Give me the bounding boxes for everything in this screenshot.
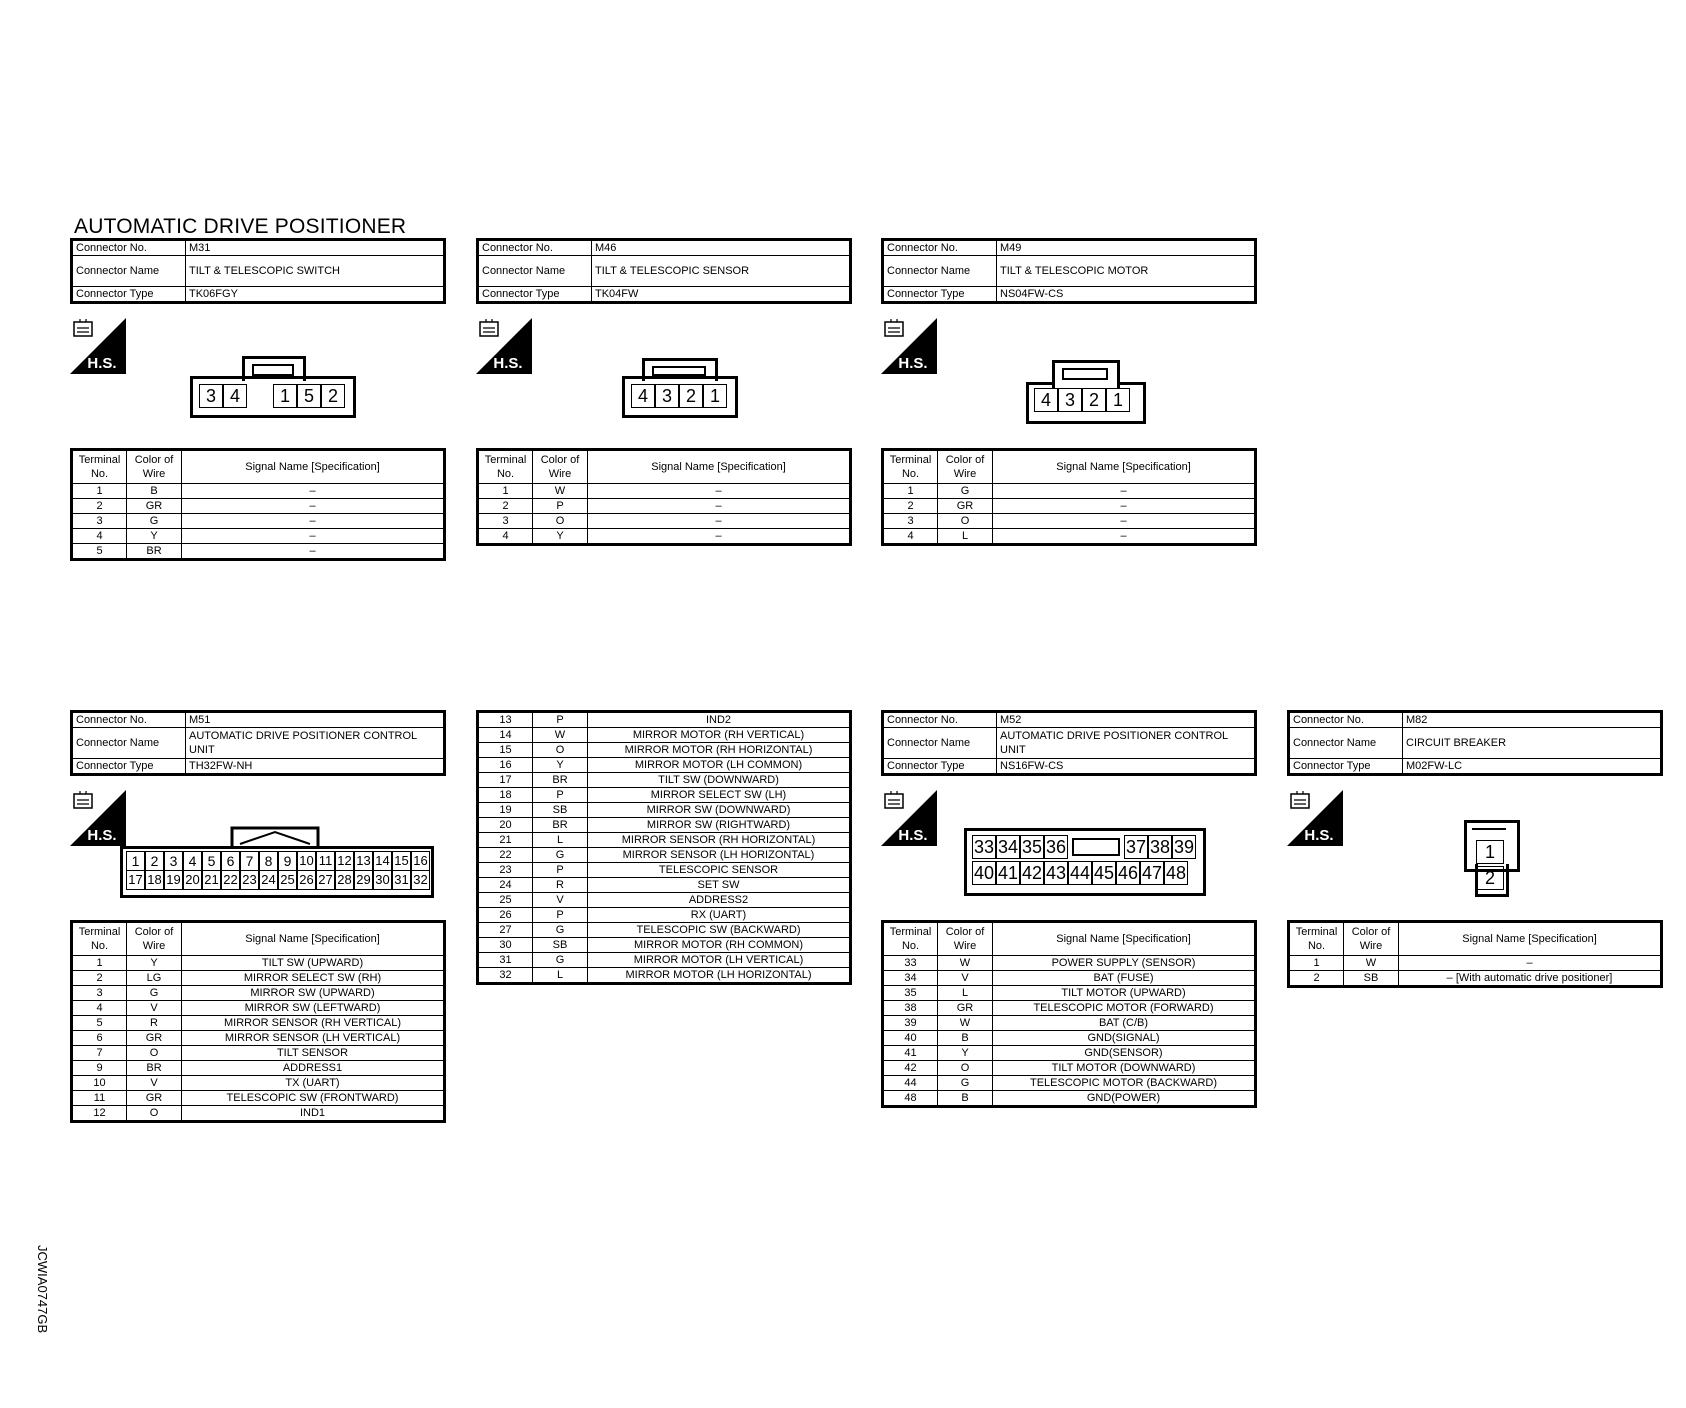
table-row: 38 GR TELESCOPIC MOTOR (FORWARD) xyxy=(883,1001,1256,1016)
svg-text:H.S.: H.S. xyxy=(1304,827,1334,844)
table-row: 4 L – xyxy=(883,529,1256,545)
pin: 3 xyxy=(1058,388,1082,412)
pin: 4 xyxy=(183,851,202,871)
table-row: 40 B GND(SIGNAL) xyxy=(883,1031,1256,1046)
table-row: 42 O TILT MOTOR (DOWNWARD) xyxy=(883,1061,1256,1076)
table-row: 3 O – xyxy=(883,514,1256,529)
table-row: 4 Y – xyxy=(478,529,851,545)
connector-no: M82 xyxy=(1403,712,1662,728)
pin: 5 xyxy=(202,851,221,871)
key-notch xyxy=(230,826,320,848)
pin: 38 xyxy=(1149,837,1171,857)
pin: 4 xyxy=(631,384,655,408)
pin: 31 xyxy=(392,870,411,890)
table-row: 1 W – xyxy=(1289,956,1662,971)
pin: 35 xyxy=(1021,837,1043,857)
table-row: 19 SB MIRROR SW (DOWNWARD) xyxy=(478,803,851,818)
table-row: 41 Y GND(SENSOR) xyxy=(883,1046,1256,1061)
table-row: 35 L TILT MOTOR (UPWARD) xyxy=(883,986,1256,1001)
pin: 42 xyxy=(1021,863,1043,883)
pin: 2 xyxy=(145,851,164,871)
pin: 3 xyxy=(164,851,183,871)
pin: 48 xyxy=(1165,863,1187,883)
pin: 3 xyxy=(199,384,223,408)
connector-type: M02FW-LC xyxy=(1403,759,1662,775)
pin: 46 xyxy=(1117,863,1139,883)
pin: 30 xyxy=(373,870,392,890)
pin: 23 xyxy=(240,870,259,890)
pin: 18 xyxy=(145,870,164,890)
table-row: 3 G – xyxy=(72,514,445,529)
harness-side-icon xyxy=(70,318,126,374)
connector-no: M51 xyxy=(186,712,445,728)
connector-name: CIRCUIT BREAKER xyxy=(1403,728,1662,759)
page-title: AUTOMATIC DRIVE POSITIONER xyxy=(74,215,407,238)
connector-name: AUTOMATIC DRIVE POSITIONER CONTROL UNIT xyxy=(997,728,1256,759)
table-row: 1 B – xyxy=(72,484,445,499)
table-row: 34 V BAT (FUSE) xyxy=(883,971,1256,986)
table-row: 3 G MIRROR SW (UPWARD) xyxy=(72,986,445,1001)
table-row: 1 Y TILT SW (UPWARD) xyxy=(72,956,445,971)
table-row: 21 L MIRROR SENSOR (RH HORIZONTAL) xyxy=(478,833,851,848)
pin: 45 xyxy=(1093,863,1115,883)
pin: 20 xyxy=(183,870,202,890)
svg-text:H.S.: H.S. xyxy=(87,355,117,372)
table-row: 2 GR – xyxy=(883,499,1256,514)
table-row: 12 O IND1 xyxy=(72,1106,445,1122)
connector-m52-info: Connector No. M52 Connector Name AUTOMATIC DRIVE POSITIONER CONTROL UNIT Connector Type NS16FW-CS xyxy=(881,710,1257,776)
connector-name: TILT & TELESCOPIC SENSOR xyxy=(592,256,851,287)
harness-side-icon xyxy=(70,790,126,846)
pin: 40 xyxy=(973,863,995,883)
table-row: 24 R SET SW xyxy=(478,878,851,893)
pin: 11 xyxy=(316,851,335,871)
harness-side-icon xyxy=(881,790,937,846)
table-row: 6 GR MIRROR SENSOR (LH VERTICAL) xyxy=(72,1031,445,1046)
connector-type: NS04FW-CS xyxy=(997,287,1256,303)
connector-m51-face xyxy=(120,826,434,896)
pin: 8 xyxy=(259,851,278,871)
table-row: 11 GR TELESCOPIC SW (FRONTWARD) xyxy=(72,1091,445,1106)
pin: 33 xyxy=(973,837,995,857)
connector-name: AUTOMATIC DRIVE POSITIONER CONTROL UNIT xyxy=(186,728,445,759)
pin: 2 xyxy=(1476,866,1504,890)
figure-code: JCWIA0747GB xyxy=(35,1245,50,1334)
pin: 44 xyxy=(1069,863,1091,883)
connector-type: TK06FGY xyxy=(186,287,445,303)
pin: 2 xyxy=(679,384,703,408)
connector-type: TK04FW xyxy=(592,287,851,303)
svg-text:H.S.: H.S. xyxy=(898,827,928,844)
connector-m82-info: Connector No. M82 Connector Name CIRCUIT BREAKER Connector Type M02FW-LC xyxy=(1287,710,1663,776)
connector-type: NS16FW-CS xyxy=(997,759,1256,775)
pin: 4 xyxy=(223,384,247,408)
connector-m46-face xyxy=(622,358,738,418)
table-row: 2 LG MIRROR SELECT SW (RH) xyxy=(72,971,445,986)
pin: 2 xyxy=(321,384,345,408)
connector-m31-face xyxy=(190,356,356,418)
table-row: 17 BR TILT SW (DOWNWARD) xyxy=(478,773,851,788)
connector-m31-info: Connector No. M31 Connector Name TILT & TELESCOPIC SWITCH Connector Type TK06FGY xyxy=(70,238,446,304)
table-row: 27 G TELESCOPIC SW (BACKWARD) xyxy=(478,923,851,938)
harness-side-icon xyxy=(476,318,532,374)
svg-text:H.S.: H.S. xyxy=(87,827,117,844)
connector-no: M31 xyxy=(186,240,445,256)
pin: 34 xyxy=(997,837,1019,857)
table-row: 22 G MIRROR SENSOR (LH HORIZONTAL) xyxy=(478,848,851,863)
table-row: 26 P RX (UART) xyxy=(478,908,851,923)
harness-side-icon xyxy=(881,318,937,374)
connector-m52-face xyxy=(964,828,1206,896)
table-row: 31 G MIRROR MOTOR (LH VERTICAL) xyxy=(478,953,851,968)
pin: 2 xyxy=(1082,388,1106,412)
pin: 12 xyxy=(335,851,354,871)
pin: 1 xyxy=(1106,388,1130,412)
pin: 43 xyxy=(1045,863,1067,883)
connector-m49-info: Connector No. M49 Connector Name TILT & TELESCOPIC MOTOR Connector Type NS04FW-CS xyxy=(881,238,1257,304)
connector-no: M52 xyxy=(997,712,1256,728)
svg-text:H.S.: H.S. xyxy=(898,355,928,372)
connector-m49-face xyxy=(1026,360,1146,422)
table-row: 32 L MIRROR MOTOR (LH HORIZONTAL) xyxy=(478,968,851,984)
pin: 47 xyxy=(1141,863,1163,883)
table-row: 4 Y – xyxy=(72,529,445,544)
table-row: 33 W POWER SUPPLY (SENSOR) xyxy=(883,956,1256,971)
pin: 13 xyxy=(354,851,373,871)
pin: 1 xyxy=(126,851,145,871)
table-row: 9 BR ADDRESS1 xyxy=(72,1061,445,1076)
table-row: 44 G TELESCOPIC MOTOR (BACKWARD) xyxy=(883,1076,1256,1091)
table-row: 1 W – xyxy=(478,484,851,499)
connector-m46-info: Connector No. M46 Connector Name TILT & TELESCOPIC SENSOR Connector Type TK04FW xyxy=(476,238,852,304)
table-row: 5 R MIRROR SENSOR (RH VERTICAL) xyxy=(72,1016,445,1031)
pin: 5 xyxy=(297,384,321,408)
terminal-table-m52: Terminal No. Color of Wire Signal Name [Specification] 33 W POWER SUPPLY (SENSOR) 34 V BAT (FUSE) 35 L TILT MOTOR (UPWARD) 38 GR TELESCOPIC MOTOR (FORWARD) 39 W BAT (C/B) 40 B GND(SIGNAL) 41 Y GND(SENSOR) 42 O TILT MOTOR (DOWNWARD) 44 G TELESCOPIC MOTOR (BACKWARD) 48 B GND(POWER) xyxy=(881,920,1257,1108)
connector-m51-info: Connector No. M51 Connector Name AUTOMATIC DRIVE POSITIONER CONTROL UNIT Connector Type TH32FW-NH xyxy=(70,710,446,776)
pin: 32 xyxy=(411,870,430,890)
table-row: 23 P TELESCOPIC SENSOR xyxy=(478,863,851,878)
pin: 4 xyxy=(1034,388,1058,412)
pin: 41 xyxy=(997,863,1019,883)
pin: 19 xyxy=(164,870,183,890)
connector-type: TH32FW-NH xyxy=(186,759,445,775)
table-row: 2 P – xyxy=(478,499,851,514)
harness-side-icon xyxy=(1287,790,1343,846)
pin: 1 xyxy=(703,384,727,408)
terminal-table-m46: Terminal No. Color of Wire Signal Name [Specification] 1 W – 2 P – 3 O – 4 Y – xyxy=(476,448,852,546)
terminal-table-m31: Terminal No. Color of Wire Signal Name [Specification] 1 B – 2 GR – 3 G – 4 Y – 5 BR – xyxy=(70,448,446,561)
table-row: 5 BR – xyxy=(72,544,445,560)
table-row: 15 O MIRROR MOTOR (RH HORIZONTAL) xyxy=(478,743,851,758)
table-row: 2 SB – [With automatic drive positioner] xyxy=(1289,971,1662,987)
pin: 6 xyxy=(221,851,240,871)
connector-name: TILT & TELESCOPIC MOTOR xyxy=(997,256,1256,287)
pin: 1 xyxy=(1476,840,1504,864)
terminal-table-m49: Terminal No. Color of Wire Signal Name [Specification] 1 G – 2 GR – 3 O – 4 L – xyxy=(881,448,1257,546)
table-row: 18 P MIRROR SELECT SW (LH) xyxy=(478,788,851,803)
terminal-table-m51: Terminal No. Color of Wire Signal Name [Specification] 1 Y TILT SW (UPWARD) 2 LG MIRROR SELECT SW (RH) 3 G MIRROR SW (UPWARD) 4 V MIRROR SW (LEFTWARD) 5 R MIRROR SENSOR (RH VERTICAL) 6 GR MIRROR SENSOR (LH VERTICAL) 7 O TILT SENSOR 9 BR ADDRESS1 10 V TX (UART) 11 GR TELESCOPIC SW (FRONTWARD) 12 O IND1 xyxy=(70,920,446,1123)
table-row: 20 BR MIRROR SW (RIGHTWARD) xyxy=(478,818,851,833)
pin: 24 xyxy=(259,870,278,890)
pin: 15 xyxy=(392,851,411,871)
table-row: 48 B GND(POWER) xyxy=(883,1091,1256,1107)
table-row: 25 V ADDRESS2 xyxy=(478,893,851,908)
table-row: 2 GR – xyxy=(72,499,445,514)
pin: 27 xyxy=(316,870,335,890)
svg-text:H.S.: H.S. xyxy=(493,355,523,372)
pin: 16 xyxy=(411,851,430,871)
connector-no: M46 xyxy=(592,240,851,256)
terminal-table-m82: Terminal No. Color of Wire Signal Name [Specification] 1 W – 2 SB – [With automatic drive positioner] xyxy=(1287,920,1663,988)
terminal-table-m51-continued xyxy=(476,710,852,985)
table-row: 39 W BAT (C/B) xyxy=(883,1016,1256,1031)
pin: 36 xyxy=(1045,837,1067,857)
pin: 1 xyxy=(273,384,297,408)
pin: 9 xyxy=(278,851,297,871)
table-row: 14 W MIRROR MOTOR (RH VERTICAL) xyxy=(478,728,851,743)
table-row: 30 SB MIRROR MOTOR (RH COMMON) xyxy=(478,938,851,953)
pin: 14 xyxy=(373,851,392,871)
pin: 25 xyxy=(278,870,297,890)
pin: 37 xyxy=(1125,837,1147,857)
pin: 29 xyxy=(354,870,373,890)
pin: 26 xyxy=(297,870,316,890)
pin: 10 xyxy=(297,851,316,871)
pin: 7 xyxy=(240,851,259,871)
table-row: 3 O – xyxy=(478,514,851,529)
pin: 3 xyxy=(655,384,679,408)
table-row: 4 V MIRROR SW (LEFTWARD) xyxy=(72,1001,445,1016)
pin: 21 xyxy=(202,870,221,890)
table-row: 16 Y MIRROR MOTOR (LH COMMON) xyxy=(478,758,851,773)
connector-no: M49 xyxy=(997,240,1256,256)
connector-m82-face xyxy=(1464,820,1522,900)
table-row: 1 G – xyxy=(883,484,1256,499)
pin: 39 xyxy=(1173,837,1195,857)
table-row: 13 P IND2 xyxy=(478,712,851,728)
pin: 28 xyxy=(335,870,354,890)
pin: 22 xyxy=(221,870,240,890)
table-row: 7 O TILT SENSOR xyxy=(72,1046,445,1061)
pin: 17 xyxy=(126,870,145,890)
connector-name: TILT & TELESCOPIC SWITCH xyxy=(186,256,445,287)
table-row: 10 V TX (UART) xyxy=(72,1076,445,1091)
